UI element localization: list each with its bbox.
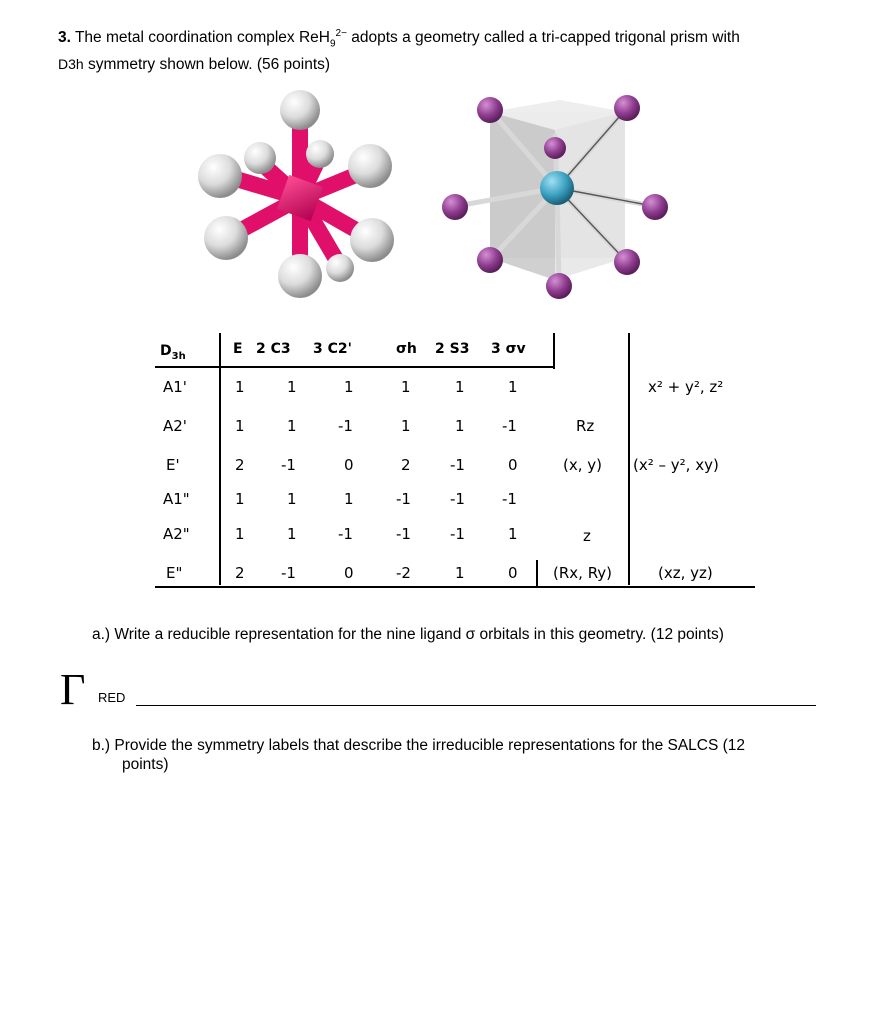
op-header-3sigma-v: 3 σv (491, 341, 526, 357)
irrep-label: A1" (163, 490, 190, 508)
table-vertical-rule-2 (553, 333, 555, 369)
linear-function: z (583, 527, 591, 545)
linear-function: (x, y) (563, 456, 602, 474)
op-header-2c3: 2 C3 (256, 341, 291, 357)
op-header-sigma-h: σh (396, 341, 417, 357)
irrep-label: E' (166, 456, 180, 474)
char-value: 1 (287, 525, 297, 543)
char-value: -1 (338, 525, 353, 543)
part-b-line-1: b.) Provide the symmetry labels that describe the irreducible representations for the SALCS (12 (92, 737, 746, 754)
table-small-rule (536, 560, 538, 586)
quadratic-function: x² + y², z² (648, 378, 724, 396)
char-value: -1 (450, 525, 465, 543)
irrep-label: A2' (163, 417, 187, 435)
char-value: 0 (508, 564, 518, 582)
table-vertical-rule-3 (628, 333, 630, 585)
gamma-symbol: Γ (60, 665, 86, 714)
char-value: 2 (401, 456, 411, 474)
question-line-2-text: symmetry shown below. (56 points) (83, 56, 331, 74)
irrep-label: E" (166, 564, 183, 582)
char-value: -1 (502, 417, 517, 435)
char-value: -1 (281, 456, 296, 474)
char-value: -1 (396, 525, 411, 543)
char-value: 0 (344, 564, 354, 582)
rehn9-ball-and-stick-image (190, 88, 420, 303)
char-value: -1 (450, 456, 465, 474)
char-value: -1 (338, 417, 353, 435)
char-value: 1 (508, 378, 518, 396)
table-header-rule (155, 366, 555, 368)
char-value: 1 (287, 490, 297, 508)
table-bottom-rule (155, 586, 755, 588)
answer-blank-line[interactable] (136, 705, 816, 706)
char-value: 1 (401, 378, 411, 396)
char-value: 0 (508, 456, 518, 474)
part-a-question: a.) Write a reducible representation for the nine ligand σ orbitals in this geometry. (12 points) (92, 626, 724, 643)
question-number: 3. (58, 29, 71, 47)
char-value: 1 (455, 417, 465, 435)
char-value: -1 (502, 490, 517, 508)
char-value: 0 (344, 456, 354, 474)
char-value: -1 (281, 564, 296, 582)
op-header-3c2prime: 3 C2' (313, 341, 352, 357)
char-value: 1 (344, 490, 354, 508)
quadratic-function: (xz, yz) (658, 564, 713, 582)
point-group-header: $D_{3h}$ (160, 343, 186, 362)
part-b-question (92, 736, 852, 774)
part-b-line-2: points) (122, 756, 169, 773)
tricapped-trigonal-prism-image (435, 90, 670, 305)
char-value: -1 (396, 490, 411, 508)
char-value: 2 (235, 564, 245, 582)
question-text-before: The metal coordination complex ReH (74, 29, 330, 47)
char-value: 1 (455, 564, 465, 582)
char-value: 1 (344, 378, 354, 396)
op-header-2s3: 2 S3 (435, 341, 470, 357)
formula-superscript: 2− (335, 28, 347, 39)
irrep-label: A1' (163, 378, 187, 396)
quadratic-function: (x² – y², xy) (633, 456, 719, 474)
linear-function: Rz (576, 417, 595, 435)
question-line-1 (58, 24, 858, 54)
question-line-2 (58, 54, 858, 75)
char-value: 1 (287, 417, 297, 435)
char-value: 1 (235, 490, 245, 508)
table-vertical-rule-1 (219, 333, 221, 585)
char-value: 1 (235, 525, 245, 543)
question-header (58, 24, 858, 75)
char-value: 1 (508, 525, 518, 543)
char-value: -1 (450, 490, 465, 508)
char-value: 1 (235, 378, 245, 396)
char-value: 1 (455, 378, 465, 396)
char-value: -2 (396, 564, 411, 582)
char-value: 1 (401, 417, 411, 435)
char-value: 1 (235, 417, 245, 435)
gamma-subscript-red: RED (98, 690, 126, 705)
char-value: 2 (235, 456, 245, 474)
linear-function: (Rx, Ry) (553, 564, 613, 582)
op-header-e: E (233, 341, 243, 357)
char-value: 1 (287, 378, 297, 396)
question-text-after: adopts a geometry called a tri-capped trigonal prism with (346, 29, 740, 47)
point-group-label: D3h (58, 56, 84, 73)
formula-subscript: 9 (329, 38, 336, 50)
irrep-label: A2" (163, 525, 190, 543)
